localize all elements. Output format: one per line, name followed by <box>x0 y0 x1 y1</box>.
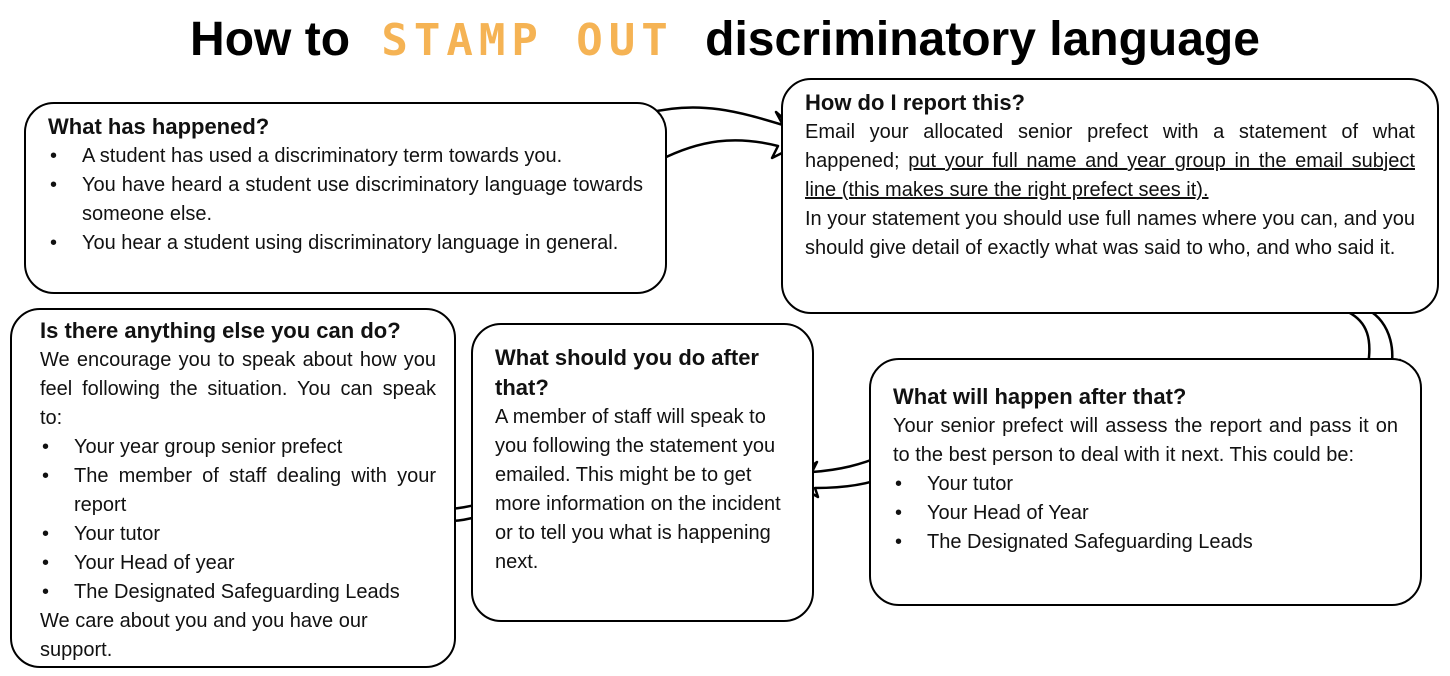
box-heading: What will happen after that? <box>893 384 1187 409</box>
happened-list <box>48 142 643 258</box>
title-accent: STAMP OUT <box>381 15 674 66</box>
report-text-2: In your statement you should use full names where you can, and you should give detail of exactly what was said to who, and who said it. <box>805 208 1415 259</box>
list-item: • A student has used a discriminatory term towards you. <box>48 142 643 171</box>
list-item: • Your year group senior prefect <box>40 433 436 462</box>
what-will-happen-box <box>869 358 1422 606</box>
list-item: • Your Head of year <box>40 549 436 578</box>
what-next-box <box>471 323 814 622</box>
box-heading: Is there anything else you can do? <box>40 318 401 343</box>
else-intro: We encourage you to speak about how you feel following the situation. You can speak to: <box>40 349 436 429</box>
list-item: • You have heard a student use discriminatory language towards someone else. <box>48 171 643 229</box>
box-heading: What should you do after that? <box>495 345 759 400</box>
list-item: • The member of staff dealing with your report <box>40 462 436 520</box>
list-item: • Your tutor <box>40 520 436 549</box>
next-text: A member of staff will speak to you following the statement you emailed. This might be to get more information on the incident or to tell you what is happening next. <box>495 406 781 573</box>
list-item: • The Designated Safeguarding Leads <box>40 578 436 607</box>
list-item: • Your Head of Year <box>893 499 1398 528</box>
after-intro: Your senior prefect will assess the report and pass it on to the best person to deal with it next. This could be: <box>893 415 1398 466</box>
report-text-underlined: put your full name and year group in the email subject line (this makes sure the right prefect sees it). <box>805 150 1415 201</box>
report-text <box>805 118 1415 205</box>
else-outro: We care about you and you have our support. <box>40 610 368 661</box>
list-item: • The Designated Safeguarding Leads <box>893 528 1398 557</box>
anything-else-box <box>10 308 456 668</box>
after-list <box>893 470 1398 557</box>
list-item: • You hear a student using discriminatory language in general. <box>48 229 643 258</box>
title-suffix: discriminatory language <box>705 13 1260 66</box>
box-heading: What has happened? <box>48 114 270 139</box>
what-happened-box <box>24 102 667 294</box>
else-list <box>40 433 436 607</box>
report-text-plain: Email your allocated senior prefect with a statement of what happened; <box>805 121 1415 172</box>
report-box <box>781 78 1439 314</box>
list-item: • Your tutor <box>893 470 1398 499</box>
title-prefix: How to <box>190 13 351 66</box>
box-heading: How do I report this? <box>805 90 1025 115</box>
